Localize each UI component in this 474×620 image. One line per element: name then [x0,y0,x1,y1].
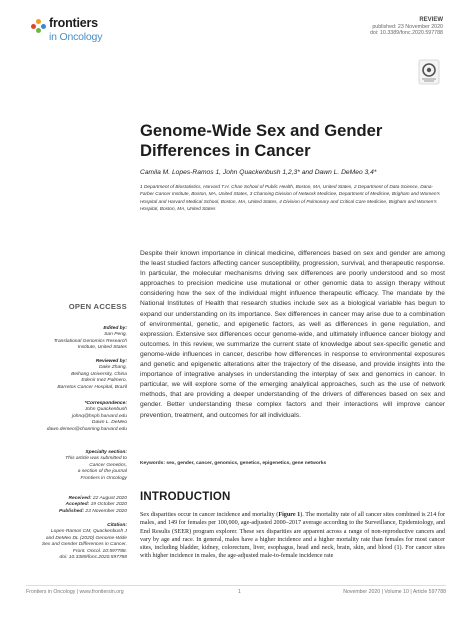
correspondence-label: *Correspondence: [84,401,127,406]
correspondence-line: John Quackenbush [84,407,127,413]
footer-meta: November 2020 | Volume 10 | Article 597788 [343,589,446,595]
edited-by-block [27,326,127,352]
open-access-label: OPEN ACCESS [68,302,127,311]
reviewed-by-label: Reviewed by: [95,359,127,364]
accepted-value: 19 October 2020 [90,502,127,508]
section-heading-introduction: INTRODUCTION [140,491,231,503]
citation-block [27,523,127,561]
citation-line: and DeMeo DL (2020) Genome-Wide [45,535,127,541]
correspondence-line: Dawn L. DeMeo [91,420,127,426]
dates-block [27,496,127,515]
journal-logo[interactable] [31,16,151,50]
citation-line: Front. Oncol. 10:597788. [72,548,127,554]
abstract: Despite their known importance in clinical medicine, differences based on sex and gender are among the least studied factors affecting cancer susceptibility, progression, survival, and therapeutic response. In particular, the molecular mechanisms driving sex differences are poorly understood and so most approaches to precision medicine use mutational or other genomic data to assign therapy without considering how the sex of the individual might influence therapeutic efficacy. The mandate by the National Institutes of Health that research studies include sex as a biological variable has begun to expand our understanding on its importance. Sex differences in cancer may arise due to a combination of environmental, genetic, and epigenetic factors, as well as differences in gene regulation, and expression. Extensive sex differences occur genome-wide, and ultimately influence cancer biology and outcomes. In this review, we summarize the current state of knowledge about sex-specific genetic and genome-wide influences in cancer, describe how differences in response to environmental exposures and genetic and epigenetic alterations alter the trajectory of the disease, and provide insights into the importance of integrative analyses in understanding the interplay of sex and genomics in cancer. In particular, we will explore some of the emerging analytical approaches, such as the use of network methods, that are providing a deeper understanding of the drivers of differences based on sex and gender. Better understanding these complex factors and their interactions will improve cancer prevention, treatment, and outcomes for all individuals. [140,250,445,419]
reviewer-line: Edenir Inez Palmero, [81,378,127,384]
received-value: 22 August 2020 [92,496,127,501]
footer-journal[interactable]: Frontiers in Oncology | www.frontiersin.org [26,589,124,595]
editor-line: Translational Genomics Research [53,338,127,344]
published-date: published: 23 November 2020 [372,23,443,30]
accepted-label: Accepted: [65,502,90,508]
published-label: Published: [59,508,85,514]
editor-line: San Peng, [104,332,127,338]
correspondence-email[interactable]: johnq@hsph.harvard.edu [72,413,127,419]
frontiers-logo-icon [31,18,47,34]
specialty-label: Specialty section: [85,450,127,455]
citation-line: Sex and Gender Differences in Cancer. [41,542,127,548]
affiliations: 1 Department of Biostatistics, Harvard T.H. Chan School of Public Health, Boston, MA, United States, 2 Department of Data Science, Dana-Farber Cancer Institute, Boston, MA, United States, 3 Channing Division of Network Medicine, Department of Medicine, Brigham and Women's Hospital and Harvard Medical School, Boston, MA, United States, 4 Division of Pulmonary and Critical Care Medicine, Brigham and Women's Hospital, Boston, MA, United States [140,185,440,213]
edited-by-label: Edited by: [103,326,127,331]
reviewer-line: Barretos Cancer Hospital, Brazil [57,384,127,390]
citation-label: Citation: [107,523,127,528]
figure-1-link[interactable]: Figure 1 [278,512,301,518]
reviewer-line: Dake Zhang, [98,365,127,371]
reviewer-line: Beihang University, China [71,371,127,377]
keywords: Keywords: sex, gender, cancer, genomics, genetics, epigenetics, gene networks [140,461,327,466]
author-list: Camila M. Lopes-Ramos 1, John Quackenbush 1,2,3* and Dawn L. DeMeo 3,4* [140,169,377,176]
specialty-block [27,450,127,482]
reviewed-by-block [27,359,127,391]
specialty-line: a section of the journal [77,469,127,475]
specialty-line: Frontiers in Oncology [80,475,127,481]
received-label: Received: [68,496,92,501]
intro-text-start: Sex disparities occur in cancer incidence and mortality ( [140,512,279,518]
specialty-line: Cancer Genetics, [89,462,127,468]
intro-text-rest: ). The mortality rate of all cancer sites combined is 214 for males, and 149 for females per 100,000, age-adjusted 2000–2017 average according to the Surveillance, Epidemiology, and End Results (SEER) program explorer. These sex disparities are apparent across a range of non-reproductive cancers and vary by age and race. In general, males have a higher incidence and a higher mortality rate than females for most cancer sites, including bladder, kidney, colorectum, liver, esophagus, head and neck, brain, skin, and blood (1). For cancer sites with higher incidence in males, the age-adjusted male-to-female incidence rate [140,512,445,560]
check-for-updates-icon[interactable] [418,59,440,85]
published-date-side [27,509,127,515]
correspondence-email[interactable]: dawn.demeo@channing.harvard.edu [46,426,127,432]
editor-line: Institute, United States [77,345,127,351]
introduction-text [140,511,445,561]
citation-line: Lopes-Ramos CM, Quackenbush J [50,529,127,535]
logo-journal: in Oncology [49,31,103,43]
logo-name: frontiers [49,16,98,30]
article-title: Genome-Wide Sex and Gender Differences in Cancer [140,121,383,160]
article-meta [370,17,443,37]
article-doi[interactable]: doi: 10.3389/fonc.2020.597788 [369,30,443,37]
specialty-line: This article was submitted to [65,456,127,462]
article-type: REVIEW [419,17,443,23]
published-value: 23 November 2020 [85,508,127,514]
citation-doi[interactable]: doi: 10.3389/fonc.2020.597788 [59,555,127,561]
footer-divider [26,585,446,586]
page-number: 1 [238,589,241,595]
correspondence-block [27,401,127,433]
